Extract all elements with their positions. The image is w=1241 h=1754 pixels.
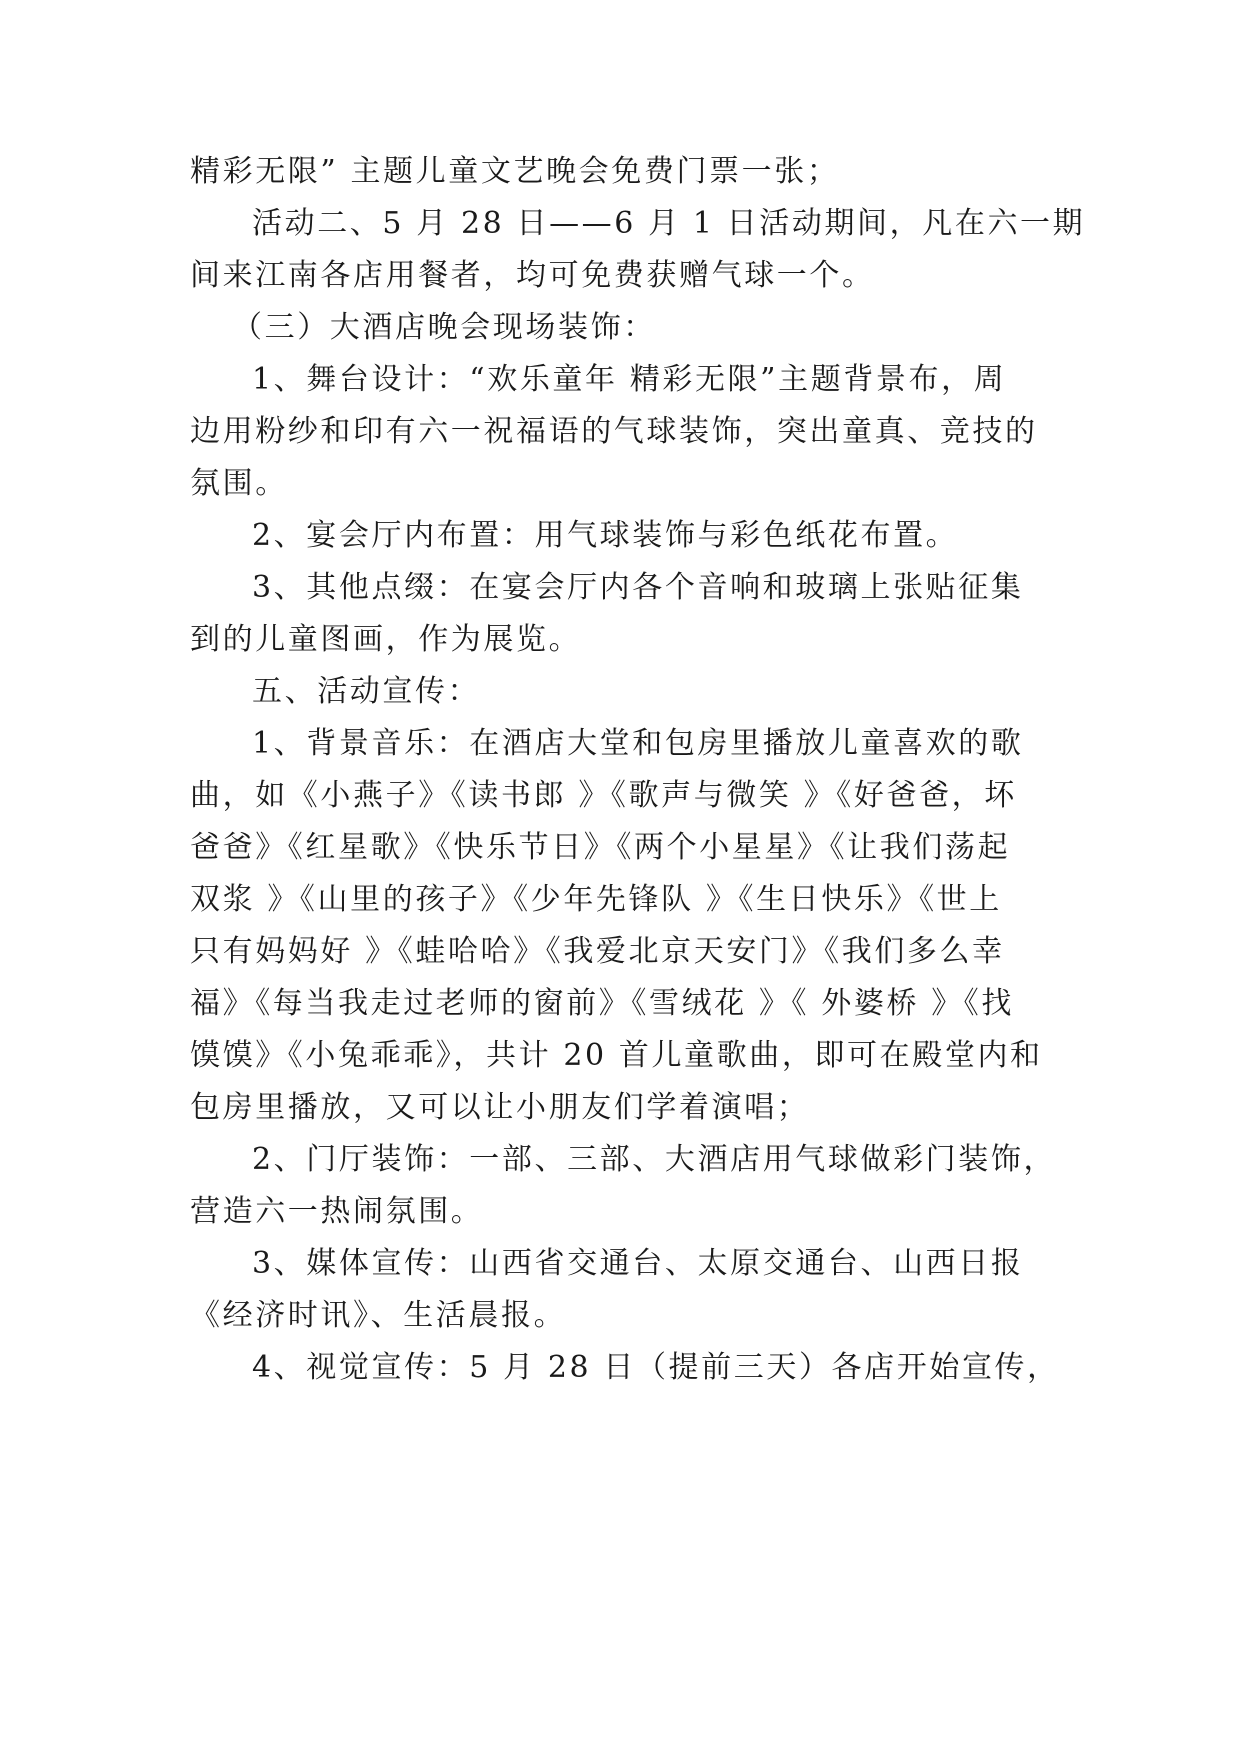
body-line: 精彩无限” 主题儿童文艺晚会免费门票一张； [190,154,840,189]
body-line: 4、视觉宣传：5 月 28 日（提前三天）各店开始宣传， [252,1350,1060,1385]
body-line: 只有妈妈好 》《蛙哈哈》《我爱北京天安门》《我们多么幸 [190,934,1005,969]
body-line: 2、门厅装饰：一部、三部、大酒店用气球做彩门装饰， [252,1142,1057,1177]
body-line: 爸爸》《红星歌》《快乐节日》《两个小星星》《让我们荡起 [190,830,1011,865]
body-line: 活动二、5 月 28 日——6 月 1 日活动期间，凡在六一期 [252,206,1086,241]
body-line: 《经济时讯》、生活晨报。 [190,1298,567,1333]
body-line: 1、舞台设计：“欢乐童年 精彩无限”主题背景布，周 [252,362,1007,397]
body-line: 营造六一热闹氛围。 [190,1194,484,1229]
section-heading: （三）大酒店晚会现场装饰： [232,310,656,345]
body-line: 曲，如《小燕子》《读书郎 》《歌声与微笑 》《好爸爸，坏 [190,778,1017,813]
body-line: 馍馍》《小兔乖乖》，共计 20 首儿童歌曲，即可在殿堂内和 [190,1038,1043,1073]
body-line: 双浆 》《山里的孩子》《少年先锋队 》《生日快乐》《世上 [190,882,1002,917]
body-line: 2、宴会厅内布置：用气球装饰与彩色纸花布置。 [252,518,959,553]
body-line: 1、背景音乐：在酒店大堂和包房里播放儿童喜欢的歌 [252,726,1024,761]
body-line: 3、其他点缀：在宴会厅内各个音响和玻璃上张贴征集 [252,570,1024,605]
body-line: 边用粉纱和印有六一祝福语的气球装饰，突出童真、竞技的 [190,414,1038,449]
body-line: 包房里播放，又可以让小朋友们学着演唱； [190,1090,810,1125]
section-heading: 五、活动宣传： [252,674,481,709]
body-line: 间来江南各店用餐者，均可免费获赠气球一个。 [190,258,875,293]
body-line: 3、媒体宣传：山西省交通台、太原交通台、山西日报 [252,1246,1024,1281]
body-line: 到的儿童图画，作为展览。 [190,622,582,657]
body-line: 福》《每当我走过老师的窗前》《雪绒花 》《 外婆桥 》《找 [190,986,1015,1021]
body-line: 氛围。 [190,466,288,501]
